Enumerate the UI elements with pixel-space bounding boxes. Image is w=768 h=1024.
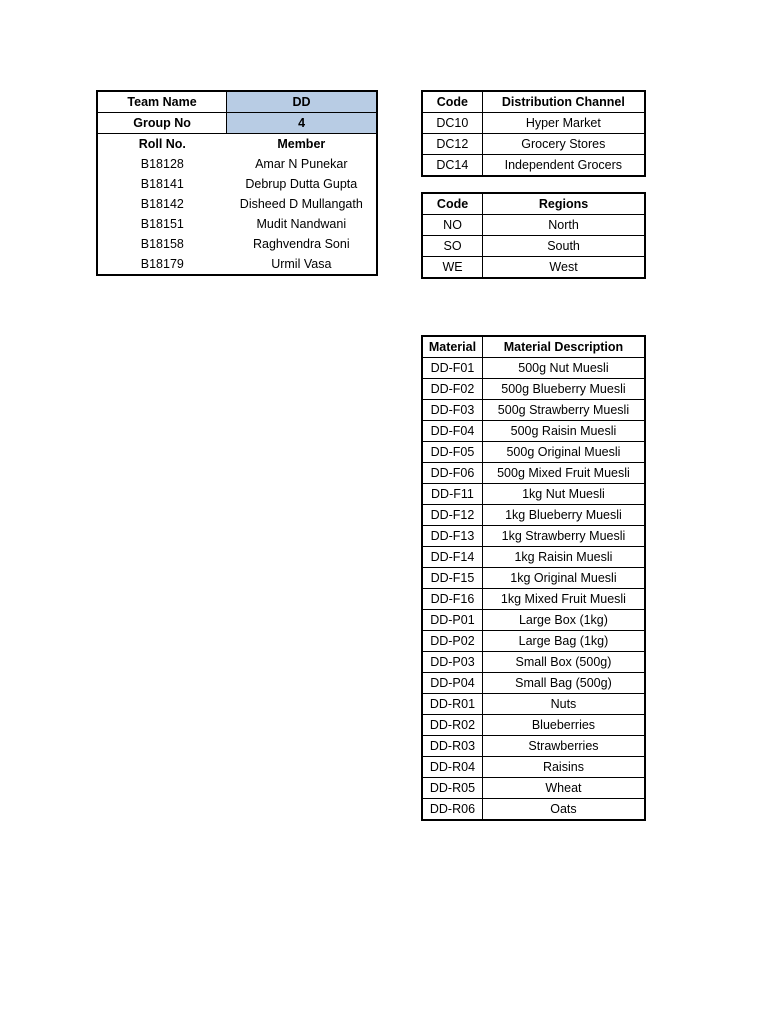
region-row-desc-cell[interactable]: West [483,257,645,279]
channel-row-code-cell[interactable]: DC12 [422,134,482,155]
member-row-roll-cell[interactable]: B18179 [140,257,184,271]
material-row [422,694,645,715]
material-row [422,652,645,673]
material-row-desc-cell[interactable]: 500g Mixed Fruit Muesli [482,463,645,484]
region-desc-header: Regions [483,193,645,215]
material-desc-header: Material Description [482,336,645,358]
region-row [422,257,645,279]
channel-row-code-cell[interactable]: DC14 [422,155,482,177]
channel-header-row [422,91,645,113]
team-table [96,90,378,276]
material-row [422,463,645,484]
material-row-code-cell[interactable]: DD-R01 [422,694,482,715]
material-row-code-cell[interactable]: DD-F14 [422,547,482,568]
channel-row-desc-cell[interactable]: Hyper Market [482,113,645,134]
distribution-channel-table [421,90,646,177]
member-row-name-cell[interactable]: Disheed D Mullangath [239,197,363,211]
material-row-code-cell[interactable]: DD-F04 [422,421,482,442]
member-row-roll-cell[interactable]: B18151 [140,217,184,231]
region-row-code-cell[interactable]: WE [422,257,483,279]
region-row-desc-cell[interactable]: North [483,215,645,236]
member-row [97,254,377,275]
materials-table [421,335,646,821]
material-row [422,526,645,547]
material-row-code-cell[interactable]: DD-F11 [422,484,482,505]
material-row [422,757,645,778]
region-row [422,215,645,236]
material-row [422,715,645,736]
material-row [422,778,645,799]
member-row [97,174,377,194]
material-row-code-cell[interactable]: DD-R03 [422,736,482,757]
member-row-roll-cell[interactable]: B18128 [140,157,184,171]
material-row-code-cell[interactable]: DD-P04 [422,673,482,694]
group-no-label: Group No [97,113,227,134]
material-row [422,568,645,589]
material-row-desc-cell[interactable]: 1kg Blueberry Muesli [482,505,645,526]
region-header-row [422,193,645,215]
region-row-code-cell[interactable]: NO [422,215,483,236]
material-row-code-cell[interactable]: DD-P03 [422,652,482,673]
material-row-code-cell[interactable]: DD-R06 [422,799,482,821]
material-row-desc-cell[interactable]: Small Box (500g) [482,652,645,673]
member-row [97,194,377,214]
channel-row-desc-cell[interactable]: Independent Grocers [482,155,645,177]
material-row-code-cell[interactable]: DD-P01 [422,610,482,631]
channel-row [422,155,645,177]
material-row [422,547,645,568]
material-row [422,673,645,694]
material-row-desc-cell[interactable]: Nuts [482,694,645,715]
material-row [422,736,645,757]
material-row-code-cell[interactable]: DD-F15 [422,568,482,589]
material-row [422,505,645,526]
material-row [422,358,645,379]
team-name-label: Team Name [97,91,227,113]
material-body [422,358,645,821]
material-header-row [422,336,645,358]
material-row-desc-cell[interactable]: 1kg Raisin Muesli [482,547,645,568]
member-row-name-cell[interactable]: Raghvendra Soni [253,237,350,251]
material-row-code-cell[interactable]: DD-F02 [422,379,482,400]
material-row-desc-cell[interactable]: 1kg Original Muesli [482,568,645,589]
material-row-desc-cell[interactable]: 500g Nut Muesli [482,358,645,379]
material-row [422,799,645,821]
team-name-row [97,91,377,113]
member-row-name-cell[interactable]: Amar N Punekar [255,157,348,171]
material-code-header: Material [422,336,482,358]
regions-table [421,192,646,279]
roll-header: Roll No. [138,137,186,151]
region-body [422,215,645,279]
members-header-row [97,134,377,155]
material-row-desc-cell[interactable]: 500g Raisin Muesli [482,421,645,442]
material-row [422,610,645,631]
channel-row-code-cell[interactable]: DC10 [422,113,482,134]
material-row [422,484,645,505]
material-row-code-cell[interactable]: DD-R05 [422,778,482,799]
material-row-code-cell[interactable]: DD-F06 [422,463,482,484]
region-row-code-cell[interactable]: SO [422,236,483,257]
channel-row [422,113,645,134]
member-row [97,154,377,174]
material-row-desc-cell[interactable]: 1kg Nut Muesli [482,484,645,505]
members-body [97,154,377,275]
member-row [97,214,377,234]
channel-row [422,134,645,155]
material-row-desc-cell[interactable]: Wheat [482,778,645,799]
group-no-value[interactable]: 4 [227,113,377,134]
channel-code-header: Code [422,91,482,113]
group-no-row [97,113,377,134]
material-row-code-cell[interactable]: DD-F16 [422,589,482,610]
member-row-name-cell[interactable]: Debrup Dutta Gupta [245,177,358,191]
channel-desc-header: Distribution Channel [482,91,645,113]
material-row-desc-cell[interactable]: 500g Blueberry Muesli [482,379,645,400]
material-row [422,421,645,442]
material-row-code-cell[interactable]: DD-R02 [422,715,482,736]
region-code-header: Code [422,193,483,215]
material-row-code-cell[interactable]: DD-P02 [422,631,482,652]
material-row-code-cell[interactable]: DD-F05 [422,442,482,463]
material-row-desc-cell[interactable]: Blueberries [482,715,645,736]
member-row-name-cell[interactable]: Urmil Vasa [271,257,332,271]
member-row-roll-cell[interactable]: B18141 [140,177,184,191]
material-row-desc-cell[interactable]: 500g Strawberry Muesli [482,400,645,421]
material-row-code-cell[interactable]: DD-R04 [422,757,482,778]
material-row-desc-cell[interactable]: 500g Original Muesli [482,442,645,463]
material-row [422,442,645,463]
region-row-desc-cell[interactable]: South [483,236,645,257]
material-row-desc-cell[interactable]: Oats [482,799,645,821]
channel-body [422,113,645,177]
member-row [97,234,377,254]
material-row-desc-cell[interactable]: 1kg Strawberry Muesli [482,526,645,547]
member-row-name-cell[interactable]: Mudit Nandwani [256,217,347,231]
channel-row-desc-cell[interactable]: Grocery Stores [482,134,645,155]
material-row [422,379,645,400]
material-row [422,589,645,610]
member-row-roll-cell[interactable]: B18158 [140,237,184,251]
team-name-value[interactable]: DD [227,91,377,113]
material-row-desc-cell[interactable]: Large Box (1kg) [482,610,645,631]
material-row-code-cell[interactable]: DD-F01 [422,358,482,379]
material-row-code-cell[interactable]: DD-F03 [422,400,482,421]
material-row [422,631,645,652]
material-row-desc-cell[interactable]: Strawberries [482,736,645,757]
material-row-desc-cell[interactable]: 1kg Mixed Fruit Muesli [482,589,645,610]
material-row-code-cell[interactable]: DD-F13 [422,526,482,547]
member-header: Member [277,137,326,151]
region-row [422,236,645,257]
material-row-desc-cell[interactable]: Small Bag (500g) [482,673,645,694]
material-row-desc-cell[interactable]: Large Bag (1kg) [482,631,645,652]
material-row-desc-cell[interactable]: Raisins [482,757,645,778]
material-row-code-cell[interactable]: DD-F12 [422,505,482,526]
material-row [422,400,645,421]
member-row-roll-cell[interactable]: B18142 [140,197,184,211]
